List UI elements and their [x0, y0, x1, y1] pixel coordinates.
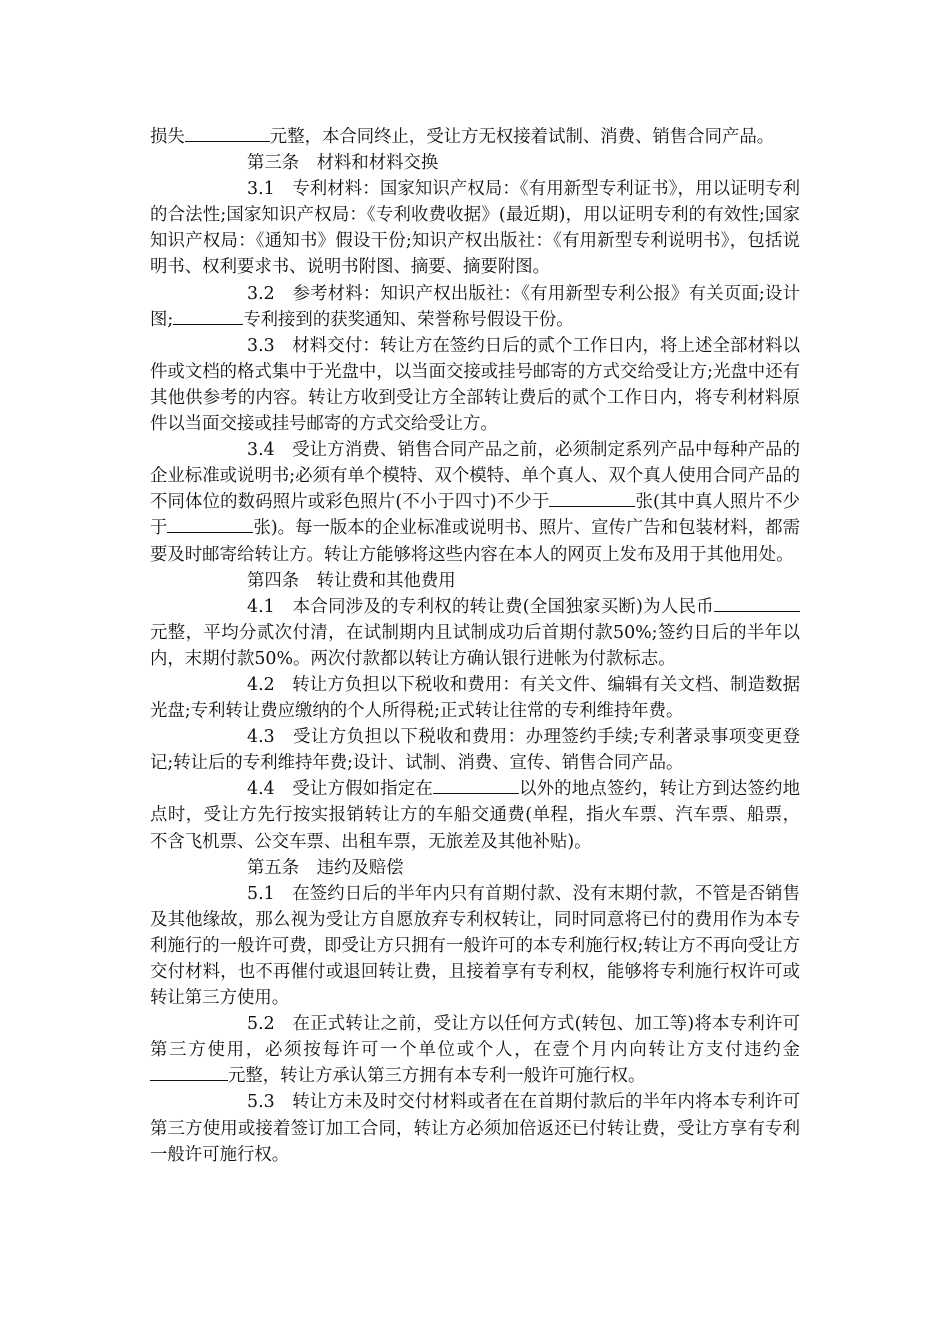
blank-line — [167, 516, 253, 533]
article-4-heading: 第四条 转让费和其他费用 — [247, 570, 456, 591]
clause-5-3: 5.3 转让方未及时交付材料或者在在首期付款后的半年内将本专利许可第三方使用或接着签订加工合同，转让方必须加倍返还已付转让费，受让方享有专利一般许可施行权。 — [150, 1092, 800, 1165]
clause-4-3: 4.3 受让方负担以下税收和费用：办理签约手续;专利著录事项变更登记;转让后的专利维持年费;设计、试制、消费、宣传、销售合同产品。 — [150, 727, 800, 774]
clause-3-3: 3.3 材料交付：转让方在签约日后的贰个工作日内，将上述全部材料以件或文档的格式集中于光盘中，以当面交接或挂号邮寄的方式交给受让方;光盘中还有其他供参考的内容。转让方收到受让方全部转让费后的贰个工作日内，将专利材料原件以当面交接或挂号邮寄的方式交给受让方。 — [150, 335, 800, 435]
clause-5-2 — [150, 1011, 800, 1089]
clause-4-2: 4.2 转让方负担以下税收和费用：有关文件、编辑有关文档、制造数据光盘;专利转让费应缴纳的个人所得税;正式转让往常的专利维持年费。 — [150, 674, 800, 722]
blank-line — [433, 777, 519, 794]
text: 张)。每一版本的企业标准或说明书、照片、宣传广告和包装材料，都需要及时邮寄给转让方。转让方能够将这些内容在本人的网页上发布及用于其他用处。 — [150, 518, 800, 565]
text: 张(其中真人照片不少于 — [150, 492, 800, 539]
text: 3.4 受让方消费、销售合同产品之前，必须制定系列产品中每种产品的企业标准或说明书;必须有单个模特、双个模特、单个真人、双个真人使用合同产品的不同体位的数码照片或彩色照片(不小于四寸)不少于 — [150, 440, 800, 513]
text: 4.4 受让方假如指定在 — [247, 779, 433, 800]
clause-3-4 — [150, 437, 800, 567]
article-5-heading: 第五条 违约及赔偿 — [247, 857, 404, 878]
blank-line — [549, 490, 635, 507]
blank-line — [185, 125, 270, 142]
text: 专利接到的获奖通知、荣誉称号假设干份。 — [243, 309, 574, 330]
blank-line — [173, 308, 243, 325]
text: 4.1 本合同涉及的专利权的转让费(全国独家买断)为人民币 — [247, 596, 714, 617]
blank-line — [714, 595, 800, 612]
text: 元整，平均分贰次付清，在试制期内且试制成功后首期付款50%;签约日后的半年以内，末期付款50%。两次付款都以转让方确认银行进帐为付款标志。 — [150, 622, 800, 669]
text: 以外的地点签约，转让方到达签约地点时，受让方先行按实报销转让方的车船交通费(单程，指火车票、汽车票、船票，不含飞机票、公交车票、出租车票，无旅差及其他补贴)。 — [150, 779, 800, 852]
clause-4-4 — [150, 776, 800, 854]
clause-4-1 — [150, 594, 800, 672]
clause-5-1: 5.1 在签约日后的半年内只有首期付款、没有末期付款，不管是否销售及其他缘故，那么视为受让方自愿放弃专利权转让，同时同意将已付的费用作为本专利施行的一般许可费，即受让方只拥有一般许可的本专利施行权;转让方不再向受让方交付材料，也不再催付或退回转让费，且接着享有专利权，能够将专利施行权许可或转让第三方使用。 — [150, 883, 800, 1009]
blank-line — [150, 1064, 228, 1081]
text: 元整，本合同终止，受让方无权接着试制、消费、销售合同产品。 — [269, 127, 775, 147]
text: 元整，转让方承认第三方拥有本专利一般许可施行权。 — [228, 1066, 646, 1087]
text: 3.2 参考材料：知识产权出版社：《有用新型专利公报》有关页面;设计图; — [150, 283, 800, 330]
text: 损失 — [150, 127, 185, 147]
article-3-heading: 第三条 材料和材料交换 — [247, 153, 439, 174]
text: 5.2 在正式转让之前，受让方以任何方式(转包、加工等)将本专利许可第三方使用，必须按每许可一个单位或个人，在壹个月内向转让方支付违约金 — [150, 1014, 800, 1061]
clause-3-2 — [150, 281, 800, 333]
paragraph-loss — [150, 124, 800, 150]
clause-3-1: 3.1 专利材料：国家知识产权局：《有用新型专利证书》，用以证明专利的合法性;国家知识产权局：《专利收费收据》(最近期)，用以证明专利的有效性;国家知识产权局：《通知书》假设干份;知识产权出版社：《有用新型专利说明书》，包括说明书、权利要求书、说明书附图、摘要、摘要附图。 — [150, 179, 800, 278]
